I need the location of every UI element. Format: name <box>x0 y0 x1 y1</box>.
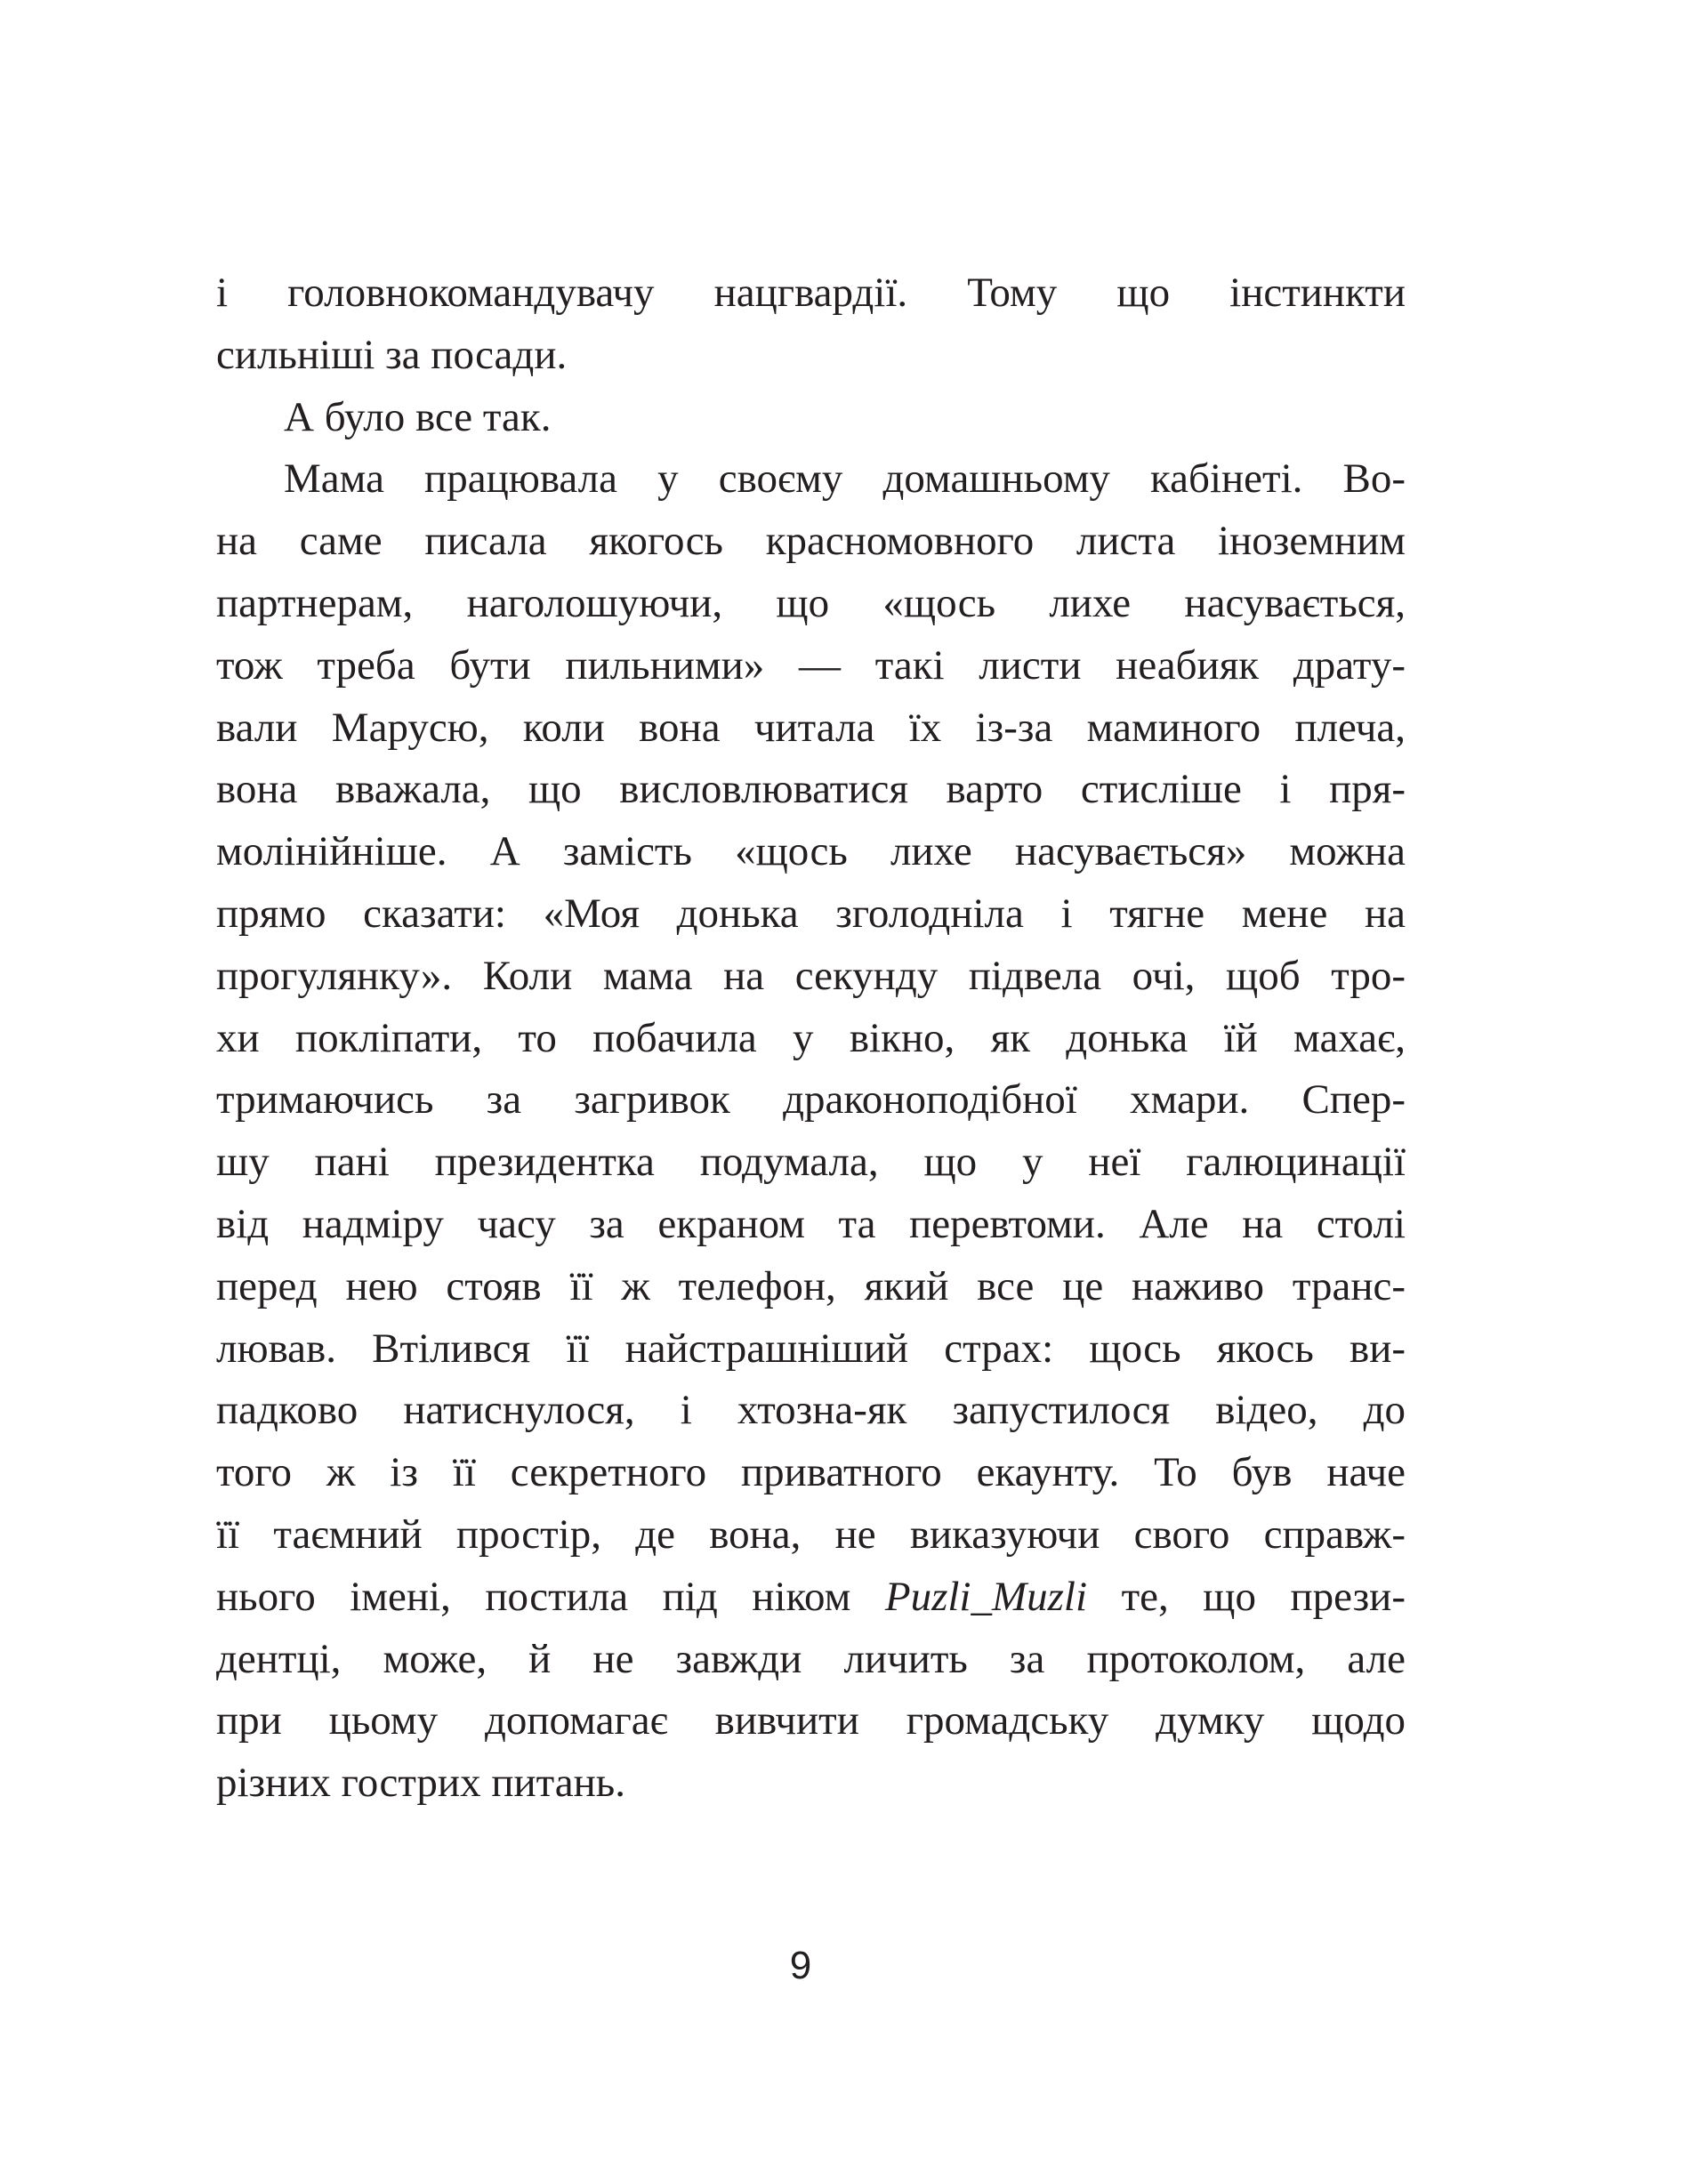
text-line: вали Марусю, коли вона читала їх із-за маминого плеча, <box>216 704 1406 751</box>
text-line: вона вважала, що висловлюватися варто стисліше і пря- <box>216 766 1406 813</box>
nickname-italic: Puzli_Muzli <box>884 1573 1088 1620</box>
text-line: прогулянку». Коли мама на секунду підвела очі, щоб тро- <box>216 952 1406 999</box>
text-line: при цьому допомагає вивчити громадську думку щодо <box>216 1697 1406 1744</box>
text-line: і головнокомандувачу нацгвардії. Тому що інстинкти <box>216 270 1406 316</box>
text-line: партнерам, наголошуючи, що «щось лихе насувається, <box>216 579 1406 626</box>
text-line: падково натиснулося, і хтозна-як запустилося відео, до <box>216 1387 1406 1434</box>
text-line: тож треба бути пильними» — такі листи неабияк драту- <box>216 641 1406 689</box>
text-segment: те, що прези- <box>1087 1573 1406 1620</box>
text-line: тримаючись за загривок драконоподібної хмари. Спер- <box>216 1076 1406 1124</box>
text-line: перед нею стояв її ж телефон, який все це наживо транс- <box>216 1262 1406 1309</box>
text-line: прямо сказати: «Моя донька зголодніла і тягне мене на <box>216 890 1406 937</box>
text-line: А було все так. <box>284 393 552 440</box>
text-line: її таємний простір, де вона, не виказуючи свого справж- <box>216 1510 1406 1558</box>
text-line: того ж із її секретного приватного екаунту. То був наче <box>216 1449 1406 1496</box>
body-text <box>216 262 1406 1815</box>
text-line: на саме писала якогось красномовного листа іноземним <box>216 518 1406 565</box>
text-line: Мама працювала у своєму домашньому кабінеті. Во- <box>284 455 1406 503</box>
text-line: молінійніше. А замість «щось лихе насувається» можна <box>216 828 1406 875</box>
text-line: від надміру часу за екраном та перевтоми. Але на столі <box>216 1200 1406 1247</box>
text-line: лював. Втілився її найстрашніший страх: щось якось ви- <box>216 1325 1406 1372</box>
text-line-with-nickname <box>216 1567 1406 1629</box>
page-number: 9 <box>789 1944 812 1987</box>
text-line: шу пані президентка подумала, що у неї галюцинації <box>216 1139 1406 1186</box>
text-segment: нього імені, постила під ніком <box>216 1573 885 1620</box>
text-line: різних гострих питань. <box>216 1760 625 1807</box>
text-line: сильніші за посади. <box>216 331 568 378</box>
text-line: хи покліпати, то побачила у вікно, як донька їй махає, <box>216 1014 1406 1061</box>
text-line: дентці, може, й не завжди личить за протоколом, але <box>216 1635 1406 1682</box>
